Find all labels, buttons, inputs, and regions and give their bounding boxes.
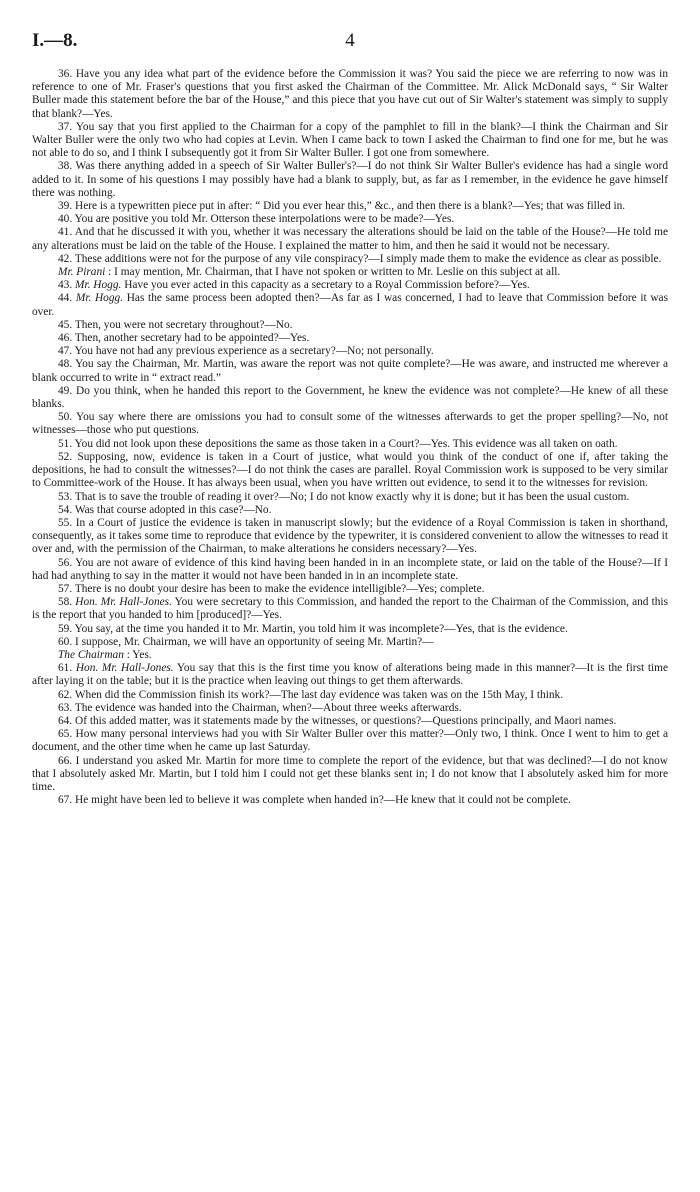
paragraph-text: When did the Commission finish its work?—The last day evidence was taken was on the 15th May, I think. bbox=[74, 688, 564, 701]
question-number: 45. bbox=[58, 318, 73, 331]
paragraph-text: Supposing, now, evidence is taken in a Court of justice, what would you think of the conduct of one if, after taking the depositions, he had to consult the witnesses?—I do not think the cases are parallel. Royal Commission work is supposed to be very similar to Committee-work of the House. It has always been usual, when you have written out evidence, to send it to the witnesses for revision. bbox=[32, 450, 669, 490]
paragraph-text: I understand you asked Mr. Martin for more time to complete the report of the evidence, but that was declined?—I do not know that I absolutely asked Mr. Martin, but I told him I could not get these blanks sent in; I do not know that I absolutely asked him for more time. bbox=[32, 754, 668, 793]
question-number: 49. bbox=[58, 384, 73, 397]
paragraph-text: Here is a typewritten piece put in after: “ Did you ever hear this,” &c., and then there is a blank?—Yes; that was filled in. bbox=[75, 200, 626, 213]
page-number: 4 bbox=[345, 30, 355, 51]
question-paragraph bbox=[32, 715, 668, 728]
question-paragraph bbox=[32, 755, 668, 795]
paragraph-text: You say that you first applied to the Chairman for a copy of the pamphlet to fill in the blank?—I think the Chairman and Sir Walter Buller were the only two who had copies at Levin. When I came back to town I asked the Chairman to find one for me, but he was not able to do so, and I think I subsequently got it from Sir Walter Buller. I got one from somewhere. bbox=[32, 120, 668, 160]
paragraph-text: You are positive you told Mr. Otterson these interpolations were to be made?—Yes. bbox=[74, 213, 455, 226]
question-number: 56. bbox=[58, 556, 73, 569]
paragraph-text: I suppose, Mr. Chairman, we will have an opportunity of seeing Mr. Martin?— bbox=[75, 635, 434, 648]
question-paragraph bbox=[32, 583, 668, 596]
paragraph-text: There is no doubt your desire has been to make the evidence intelligible?—Yes; complete. bbox=[74, 582, 485, 595]
paragraph-text: Do you think, when he handed this report to the Government, he knew the evidence was not complete?—He knew of all these blanks. bbox=[32, 384, 669, 411]
question-number: 64. bbox=[58, 714, 73, 727]
question-number: 50. bbox=[58, 411, 73, 424]
speaker-name: The Chairman bbox=[58, 648, 124, 661]
paragraph-text: You did not look upon these depositions the same as those taken in a Court?—Yes. This evidence was all taken on oath. bbox=[74, 437, 618, 450]
paragraph-text: And that he discussed it with you, whether it was necessary the alterations should be laid on the table of the House?—He told me any alterations must be laid on the table of the House. I explained the matter to him, and then he said it would not be necessary. bbox=[32, 226, 668, 252]
question-number: 63. bbox=[58, 701, 73, 714]
question-number: 41. bbox=[58, 226, 73, 239]
paragraph-text: Then, you were not secretary throughout?—No. bbox=[74, 318, 293, 331]
question-paragraph bbox=[32, 411, 668, 437]
question-paragraph bbox=[32, 68, 668, 121]
paragraph-text: Then, another secretary had to be appointed?—Yes. bbox=[74, 332, 310, 345]
question-number: 39. bbox=[58, 200, 73, 213]
question-number: 65. bbox=[58, 728, 73, 741]
paragraph-text: The evidence was handed into the Chairman, when?—About three weeks afterwards. bbox=[74, 701, 462, 714]
question-paragraph bbox=[32, 636, 668, 649]
paragraph-text: Was that course adopted in this case?—No. bbox=[74, 503, 272, 516]
question-number: 46. bbox=[58, 332, 73, 345]
paragraph-text: You say, at the time you handed it to Mr. Martin, you told him it was incomplete?—Yes, that is the evidence. bbox=[74, 622, 568, 635]
question-paragraph bbox=[32, 385, 668, 411]
question-number: 66. bbox=[58, 754, 73, 767]
question-number: 43. bbox=[58, 279, 73, 292]
question-paragraph bbox=[32, 213, 668, 226]
paragraph-text: Have you any idea what part of the evidence before the Commission it was? You said the piece we are referring to now was in reference to one of Mr. Fraser's questions that you first asked the Chairman of the Committee. Mr. Alick McDonald says, “ Sir Walter Buller made this statement before the bar of the House,” and this piece that you have cut out of Sir Walter's statement was simply to supply that blank?—Yes. bbox=[32, 68, 668, 120]
question-number: 44. bbox=[58, 292, 73, 305]
question-paragraph bbox=[32, 491, 668, 504]
paragraph-text: You say where there are omissions you had to consult some of the witnesses afterwards to get the proper spelling?—No, not witnesses—those who put questions. bbox=[32, 411, 668, 437]
question-paragraph bbox=[32, 728, 668, 754]
question-paragraph bbox=[32, 504, 668, 517]
paragraph-text: You say that this is the first time you know of alterations being made in this manner?—It is the first time after laying it on the table; but it is the practice when leaving out things to get them afterwards. bbox=[32, 662, 668, 688]
question-paragraph bbox=[32, 279, 668, 292]
speaker-name: Mr. Hogg. bbox=[75, 292, 124, 305]
paragraph-text: How many personal interviews had you with Sir Walter Buller over this matter?—Only two, I think. Once I went to him to get a document, and the other time when he came up last Saturday. bbox=[32, 728, 668, 754]
speaker-name: Hon. Mr. Hall-Jones. bbox=[75, 662, 174, 675]
question-paragraph bbox=[32, 596, 668, 622]
question-number: 59. bbox=[58, 622, 73, 635]
question-paragraph bbox=[32, 662, 668, 688]
question-paragraph bbox=[32, 226, 668, 252]
speaker-name: Hon. Mr. Hall-Jones. bbox=[75, 596, 172, 609]
paragraph-text: Yes. bbox=[132, 648, 152, 661]
paragraph-text: You say the Chairman, Mr. Martin, was aware the report was not quite complete?—He was aware, and instructed me wherever a blank occurred to write in “ extract read.” bbox=[32, 358, 668, 384]
question-paragraph bbox=[32, 253, 668, 266]
question-number: 47. bbox=[58, 345, 73, 358]
question-paragraph bbox=[32, 332, 668, 345]
question-paragraph bbox=[32, 517, 668, 557]
question-paragraph bbox=[32, 623, 668, 636]
paragraph-text: Have you ever acted in this capacity as a secretary to a Royal Commission before?—Yes. bbox=[124, 279, 530, 292]
question-number: 54. bbox=[58, 503, 73, 516]
question-number: 53. bbox=[58, 490, 73, 503]
paragraph-text: In a Court of justice the evidence is taken in manuscript slowly; but the evidence of a Royal Commission is taken in shorthand, consequently, as it takes some time to reproduce that evidence by the typewriter, it is considered convenient to allow the witnesses to read it over and, with the permission of the Chairman, to make alterations he considers necessary?—Yes. bbox=[32, 516, 668, 556]
question-paragraph bbox=[32, 358, 668, 384]
question-paragraph bbox=[32, 702, 668, 715]
speaker-name: Mr. Hogg. bbox=[75, 279, 122, 292]
paragraph-text: Of this added matter, was it statements made by the witnesses, or questions?—Questions principally, and Maori names. bbox=[75, 714, 617, 727]
question-paragraph bbox=[32, 160, 668, 200]
speaker-name: Mr. Pirani bbox=[58, 266, 106, 279]
paragraph-text: That is to save the trouble of reading it over?—No; I do not know exactly why it is done; but it has been the usual custom. bbox=[74, 490, 630, 503]
question-paragraph bbox=[32, 451, 668, 491]
remark-paragraph: The Chairman : Yes. bbox=[58, 648, 152, 661]
question-number: 58. bbox=[58, 596, 73, 609]
question-number: 51. bbox=[58, 437, 73, 450]
question-number: 38. bbox=[58, 160, 73, 173]
question-number: 55. bbox=[58, 516, 73, 529]
question-paragraph bbox=[32, 557, 668, 583]
paragraph-text: You have not had any previous experience as a secretary?—No; not personally. bbox=[74, 345, 434, 358]
question-paragraph bbox=[32, 438, 668, 451]
remark-paragraph: Mr. Pirani : I may mention, Mr. Chairman, that I have not spoken or written to Mr. Leslie on this subject at all. bbox=[58, 266, 561, 279]
paragraph-text: Was there anything added in a speech of Sir Walter Buller's?—I do not think Sir Walter Buller's evidence has had a single word added to it. In some of his questions I may possibly have had a blank to supply, but, as far as I remember, in the evidence he gave himself there was nothing. bbox=[32, 160, 668, 199]
question-number: 62. bbox=[58, 688, 73, 701]
question-paragraph bbox=[32, 292, 668, 318]
paragraph-text: These additions were not for the purpose of any vile conspiracy?—I simply made them to make the evidence as clear as possible. bbox=[74, 252, 662, 265]
page-header bbox=[32, 30, 668, 52]
question-number: 60. bbox=[58, 635, 73, 648]
question-paragraph bbox=[32, 121, 668, 161]
question-paragraph bbox=[32, 794, 668, 807]
document-id: I.—8. bbox=[32, 30, 78, 51]
question-number: 42. bbox=[58, 252, 73, 265]
question-paragraph bbox=[32, 200, 668, 213]
minutes-body bbox=[32, 68, 668, 807]
question-number: 57. bbox=[58, 582, 73, 595]
question-number: 67. bbox=[58, 794, 73, 807]
paragraph-text: He might have been led to believe it was complete when handed in?—He knew that it could not be complete. bbox=[75, 794, 571, 807]
question-number: 52. bbox=[58, 450, 73, 463]
question-paragraph bbox=[32, 689, 668, 702]
question-number: 36. bbox=[58, 68, 73, 80]
question-number: 37. bbox=[58, 120, 73, 133]
paragraph-text: Has the same process been adopted then?—As far as I was concerned, I had to leave that Commission before it was over. bbox=[32, 292, 669, 318]
question-number: 48. bbox=[58, 358, 73, 371]
question-paragraph bbox=[32, 319, 668, 332]
paragraph-text: You are not aware of evidence of this kind having been handed in in an incomplete state, or laid on the table of the House?—If I had had anything to say in the matter it would not have been handed in in an incomplete state. bbox=[32, 556, 668, 582]
question-paragraph bbox=[32, 345, 668, 358]
question-number: 40. bbox=[58, 213, 73, 226]
paragraph-text: You were secretary to this Commission, and handed the report to the Chairman of the Commission, and this is the report that you handed to him [produced]?—Yes. bbox=[32, 596, 668, 622]
question-number: 61. bbox=[58, 662, 73, 675]
paragraph-text: I may mention, Mr. Chairman, that I have not spoken or written to Mr. Leslie on this subject at all. bbox=[114, 266, 561, 279]
